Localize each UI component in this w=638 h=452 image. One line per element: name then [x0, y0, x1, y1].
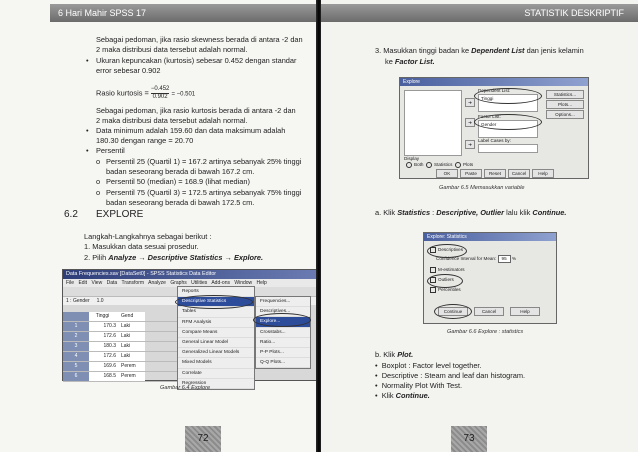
- right-page: [321, 0, 638, 452]
- statistics-button[interactable]: Statistics...: [546, 90, 584, 99]
- text-line: badan seseorang berada di bawah 167.2 cm.: [106, 167, 255, 176]
- bullet: •: [86, 56, 89, 65]
- text-line: error sebesar 0.902: [96, 66, 161, 75]
- dependent-label: Dependent List:: [478, 88, 511, 93]
- checkbox-icon[interactable]: [430, 267, 436, 273]
- label-cases-field[interactable]: [478, 144, 538, 153]
- label-cases: Label Cases by:: [478, 138, 511, 143]
- menu-item: Descriptives...: [256, 307, 310, 317]
- menu-item: Compare Means: [178, 328, 254, 338]
- factor-item: Gender: [481, 122, 497, 127]
- spss-data-editor-screenshot: [62, 269, 318, 386]
- plots-button[interactable]: Plots...: [546, 100, 584, 109]
- row-num: 2: [63, 332, 89, 341]
- data-grid: [63, 312, 183, 382]
- table-row: [63, 342, 183, 352]
- figure-caption: Gambar 6.6 Explore : statistics: [447, 329, 524, 335]
- cell: Laki: [119, 342, 145, 351]
- highlight-ellipse: [434, 304, 472, 319]
- menu-item: P-P Plots...: [256, 348, 310, 358]
- menu-item: Generalized Linear Models: [178, 348, 254, 358]
- dialog-title: Explore: Statistics: [424, 233, 556, 241]
- ci-value-field[interactable]: 95: [498, 255, 511, 263]
- bullet-text: Boxplot : Factor level together.: [381, 361, 482, 370]
- options-button[interactable]: Options...: [546, 110, 584, 119]
- dependent-item: Tinggi: [481, 96, 494, 101]
- menu-item-descriptive-statistics: Descriptive Statistics: [178, 297, 254, 307]
- step-3-l2-prefix: ke: [385, 57, 395, 66]
- window-title: Data Frequencies.sav [DataSet0] - SPSS Statistics Data Editor: [63, 270, 317, 279]
- explore-dialog: [399, 77, 589, 179]
- step-a-bold3: Continue.: [532, 208, 567, 217]
- cancel-button[interactable]: Cancel: [508, 169, 530, 178]
- sub-bullet: o: [96, 177, 101, 186]
- arrow-button[interactable]: ➜: [465, 118, 475, 127]
- help-button[interactable]: Help: [510, 307, 540, 316]
- option-both: Both: [414, 162, 424, 168]
- cell: Laki: [119, 332, 145, 341]
- option-row: [430, 267, 465, 273]
- menu-item: Mixed Models: [178, 358, 254, 368]
- menu-item: Frequencies...: [256, 297, 310, 307]
- row-num: 3: [63, 342, 89, 351]
- table-row: [63, 332, 183, 342]
- text-line: Ukuran kepuncakan (kurtosis) sebesar 0.452 dengan standar: [96, 56, 297, 65]
- step-a: [375, 208, 566, 218]
- table-row: [63, 352, 183, 362]
- cell: Perem: [119, 372, 145, 381]
- menu-item: Correlate: [178, 369, 254, 379]
- text-line: Persentil 50 (median) = 168.9 (lihat median): [106, 177, 250, 186]
- row-num: 4: [63, 352, 89, 361]
- radio-icon[interactable]: [455, 162, 461, 168]
- text-line: Persentil: [96, 146, 125, 155]
- variable-list: [404, 90, 462, 156]
- highlight-ellipse: [427, 274, 463, 288]
- option-descriptives: Descriptives: [438, 247, 464, 253]
- factor-label: Factor List:: [478, 114, 501, 119]
- step-2-prefix: 2. Pilih: [84, 253, 109, 262]
- row-num: 5: [63, 362, 89, 371]
- bullet: •: [86, 126, 89, 135]
- intro-text: Langkah-Langkahnya sebagai berikut :: [84, 232, 212, 241]
- checkbox-icon[interactable]: [430, 287, 436, 293]
- text-line: 180.30 dengan range = 20.70: [96, 136, 194, 145]
- bullet-item: • Boxplot : Factor level together.: [375, 361, 482, 370]
- ci-unit: %: [511, 256, 517, 261]
- dialog-title: Explore: [400, 78, 588, 86]
- step-b-prefix: b. Klik: [375, 350, 398, 359]
- option-outliers: Outliers: [438, 277, 454, 283]
- text-line: badan seseorang berada di bawah 172.5 cm.: [106, 198, 255, 207]
- help-button[interactable]: Help: [532, 169, 554, 178]
- bullet-text: Klik: [381, 391, 396, 400]
- step-b-bold: Plot.: [397, 350, 414, 359]
- text-line: 2 maka distribusi data tersebut adalah normal.: [96, 45, 248, 54]
- sub-bullet: o: [96, 188, 101, 197]
- descriptive-submenu: [255, 296, 311, 369]
- row-num: 1: [63, 322, 89, 331]
- option-m-estimators: M-estimators: [438, 267, 465, 273]
- text-line: Data minimum adalah 159.60 dan data maksimum adalah: [96, 126, 286, 135]
- step-3-bold: Dependent List: [471, 46, 525, 55]
- page-number: 72: [185, 426, 221, 452]
- step-b: [375, 350, 413, 360]
- menu-item: Q-Q Plots...: [256, 358, 310, 368]
- left-page: [0, 0, 318, 452]
- text-line: Sebagai pedoman, jika rasio kurtosis berada di antara -2 dan: [96, 106, 296, 115]
- section-title: EXPLORE: [96, 209, 144, 220]
- cell-value: 1.0: [96, 298, 104, 304]
- text-line: Sebagai pedoman, jika rasio skewness berada di antara -2 dan: [96, 35, 303, 44]
- ok-button[interactable]: OK: [436, 169, 458, 178]
- bullet-text: Descriptive : Steam and leaf dan histogram.: [381, 371, 526, 380]
- col-header: Gend: [119, 312, 145, 321]
- menu-item-explore: Explore...: [256, 317, 310, 327]
- step-3-prefix: 3. Masukkan tinggi badan ke: [375, 46, 472, 55]
- grid-header: [63, 312, 183, 322]
- formula-denominator: 0.902: [152, 94, 168, 100]
- step-2: [84, 253, 263, 263]
- option-statistics: Statistics: [434, 162, 453, 168]
- cell: 172.6: [89, 352, 119, 361]
- table-row: [63, 362, 183, 372]
- step-3-line2: [385, 57, 435, 67]
- step-a-mid2: lalu klik: [504, 208, 533, 217]
- step-a-prefix: a. Klik: [375, 208, 398, 217]
- step-1: 1. Masukkan data sesuai prosedur.: [84, 242, 199, 251]
- reset-button[interactable]: Reset: [484, 169, 506, 178]
- cancel-button[interactable]: Cancel: [474, 307, 504, 316]
- step-3: [375, 46, 584, 56]
- option-ci: Confidence Interval for Mean:: [436, 256, 497, 261]
- bullet-item: • Normality Plot With Test.: [375, 381, 463, 390]
- arrow-button[interactable]: ➜: [465, 140, 475, 149]
- menu-item: Reports: [178, 287, 254, 297]
- figure-caption: Gambar 6.5 Memasukkan variable: [439, 185, 525, 191]
- bullet-text: Normality Plot With Test.: [381, 381, 463, 390]
- step-3-bold2: Factor List.: [394, 57, 435, 66]
- page-number: 73: [451, 426, 487, 452]
- paste-button[interactable]: Paste: [460, 169, 482, 178]
- cell: 172.6: [89, 332, 119, 341]
- option-plots: Plots: [462, 162, 474, 168]
- highlight-ellipse: [175, 295, 253, 309]
- continue-button[interactable]: Continue: [438, 307, 468, 316]
- highlight-ellipse: [474, 88, 542, 104]
- formula-numerator: −0.452: [150, 86, 170, 92]
- explore-statistics-dialog: [423, 232, 557, 324]
- step-a-mid: :: [430, 208, 437, 217]
- arrow-button[interactable]: ➜: [465, 98, 475, 107]
- cell: 168.5: [89, 372, 119, 381]
- cell: Perem: [119, 362, 145, 371]
- highlight-ellipse: [427, 244, 467, 258]
- step-2-path: Analyze → Descriptive Statistics → Explore.: [108, 253, 264, 262]
- row-num: 6: [63, 372, 89, 381]
- radio-icon[interactable]: [426, 162, 432, 168]
- bullet-item: • Klik Continue.: [375, 391, 430, 400]
- menu-item: Ratio...: [256, 338, 310, 348]
- cell: 180.3: [89, 342, 119, 351]
- option-percentiles: Percentiles: [438, 287, 461, 293]
- display-label: Display: [404, 156, 420, 161]
- bullet-bold: Continue.: [395, 391, 430, 400]
- display-options: [406, 162, 473, 168]
- highlight-ellipse: [253, 313, 311, 327]
- step-a-bold2: Descriptive, Outlier: [436, 208, 505, 217]
- radio-icon[interactable]: [406, 162, 412, 168]
- kurtosis-formula: [96, 86, 195, 101]
- cell: 170.3: [89, 322, 119, 331]
- menu-item: Tables: [178, 307, 254, 317]
- highlight-ellipse: [474, 114, 542, 130]
- menu-item: General Linear Model: [178, 338, 254, 348]
- text-line: 2 maka distribusi data tersebut adalah normal.: [96, 116, 248, 125]
- formula-fraction: [151, 86, 170, 101]
- table-row: [63, 322, 183, 332]
- figure-caption: Gambar 6.4 Explore: [160, 385, 211, 391]
- text-line: Persentil 25 (Quartil 1) = 167.2 artinya sebanyak 25% tinggi: [106, 157, 302, 166]
- menu-item: RFM Analysis: [178, 318, 254, 328]
- cell: Laki: [119, 322, 145, 331]
- col-header: Tinggi: [89, 312, 119, 321]
- table-row: [63, 372, 183, 382]
- running-header: STATISTIK DESKRIPTIF: [321, 4, 638, 22]
- text-line: Persentil 75 (Quartil 3) = 172.5 artinya sebanyak 75% tinggi: [106, 188, 302, 197]
- step-3-mid: dan jenis kelamin: [524, 46, 584, 55]
- bullet: •: [86, 146, 89, 155]
- menu-item: Regression: [178, 379, 254, 389]
- cell: 169.6: [89, 362, 119, 371]
- formula-label: Rasio kurtosis =: [96, 88, 149, 98]
- bullet-item: • Descriptive : Steam and leaf dan histogram.: [375, 371, 526, 380]
- cell-ref: 1 : Gender: [66, 298, 90, 304]
- menu-item: Crosstabs...: [256, 328, 310, 338]
- menu-bar: File Edit View Data Transform Analyze Graphs Utilities Add-ons Window Help: [63, 279, 317, 287]
- sub-bullet: o: [96, 157, 101, 166]
- step-a-bold: Statistics: [397, 208, 431, 217]
- cell: Laki: [119, 352, 145, 361]
- formula-result: = −0.501: [171, 91, 196, 98]
- section-number: 6.2: [64, 209, 78, 220]
- running-header: 6 Hari Mahir SPSS 17: [50, 4, 316, 22]
